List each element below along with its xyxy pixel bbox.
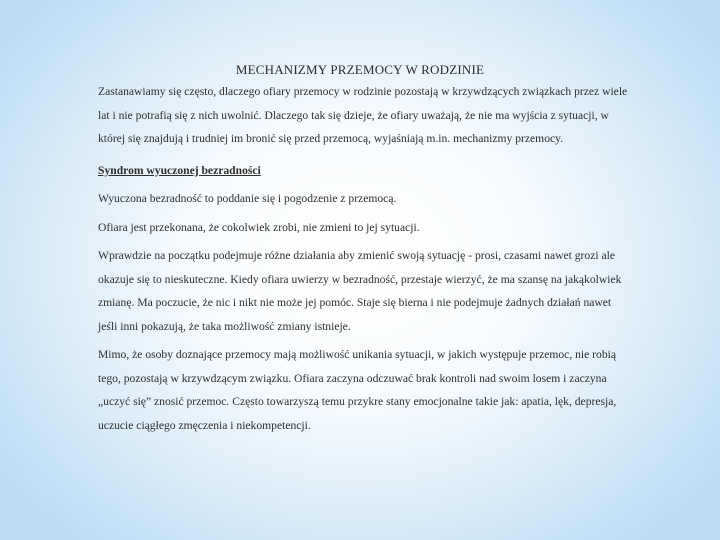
section-heading: Syndrom wyuczonej bezradności [98, 163, 261, 177]
paragraph-conviction: Ofiara jest przekonana, że cokolwiek zrobi, nie zmieni to jej sytuacji. [98, 220, 420, 234]
slide-title: MECHANIZMY PRZEMOCY W RODZINIE [235, 62, 485, 77]
paragraph-attempts: Wprawdzie na początku podejmuje różne działania aby zmienić swoją sytuację - prosi, czasami nawet grozi ale okazuje się to nieskuteczne. Kiedy ofiara uwierzy w bezradność, przestaje wierzyć, że ma szansę na jakąkolwiek zmianę. Ma poczucie, że nic i nikt nie może jej pomóc. Staje się bierna i nie podejmuje żadnych działań nawet jeśli inni pokazują, że taka możliwość zmiany istnieje. [98, 249, 622, 333]
intro-paragraph: Zastanawiamy się często, dlaczego ofiary przemocy w rodzinie pozostają w krzywdzących związkach przez wiele lat i nie potrafią się z nich uwolnić. Dlaczego tak się dzieje, że ofiary uważają, że nie ma wyjścia z sytuacji, w której się znajdują i trudniej im bronić się przed przemocą, wyjaśniają m.in. mechanizmy przemocy. [98, 85, 628, 145]
paragraph-consequences: Mimo, że osoby doznające przemocy mają możliwość unikania sytuacji, w jakich występuje przemoc, nie robią tego, pozostają w krzywdzącym związku. Ofiara zaczyna odczuwać brak kontroli nad swoim losem i zaczyna „uczyć się” znosić przemoc. Często towarzyszą temu przykre stany emocjonalne takie jak: apatia, lęk, depresja, uczucie ciągłego zmęczenia i niekompetencji. [98, 348, 617, 432]
paragraph-definition: Wyuczona bezradność to poddanie się i pogodzenie z przemocą. [98, 192, 397, 205]
slide-content [98, 80, 630, 437]
